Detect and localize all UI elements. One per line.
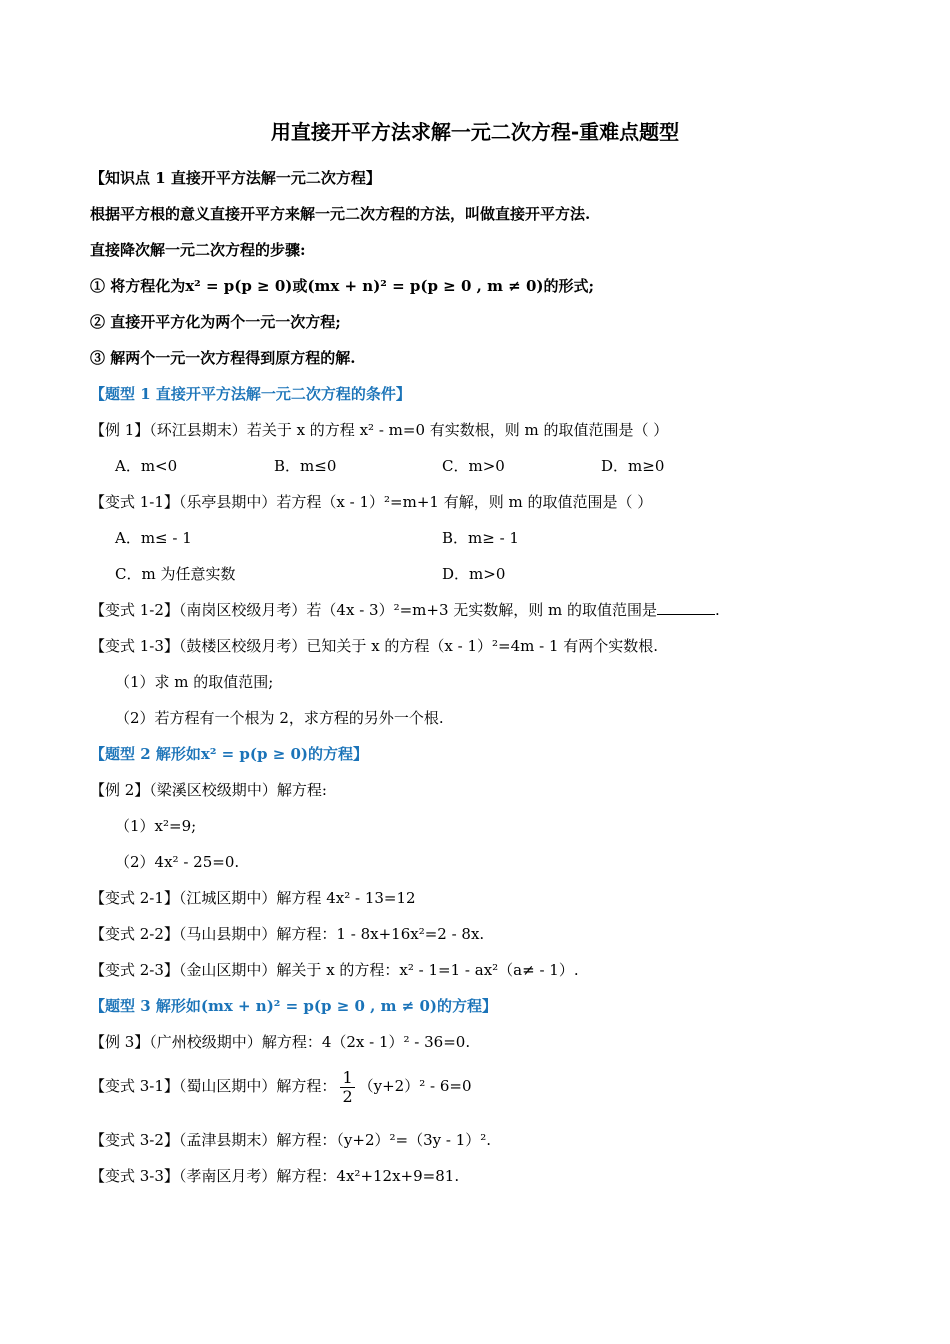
variant-3-2: 【变式 3-2】（孟津县期末）解方程：（y+2）²=（3y - 1）². (90, 1131, 492, 1149)
variant-2-1: 【变式 2-1】（江城区期中）解方程 4x² - 13=12 (90, 889, 416, 907)
variant-1-2-text: 【变式 1-2】（南岗区校级月考）若（4x - 3）²=m+3 无实数解，则 m 的取值范围是 (90, 601, 658, 619)
example1-option-d: D．m≥0 (601, 457, 665, 475)
variant-1-3-q1: （1）求 m 的取值范围; (115, 673, 274, 691)
variant-1-1: 【变式 1-1】（乐亭县期中）若方程（x - 1）²=m+1 有解，则 m 的取值范围是（ ） (90, 493, 653, 511)
steps-heading: 直接降次解一元二次方程的步骤: (90, 241, 306, 259)
example-2-q2: （2）4x² - 25=0. (115, 853, 240, 871)
variant-1-3-q2: （2）若方程有一个根为 2，求方程的另外一个根. (115, 709, 444, 727)
example-3: 【例 3】（广州校级期中）解方程：4（2x - 1）² - 36=0. (90, 1033, 471, 1051)
fraction-numerator: 1 (342, 1067, 353, 1087)
variant-3-1 (90, 1066, 890, 1106)
step-2: ② 直接开平方化为两个一元一次方程; (90, 313, 341, 331)
v11-option-c: C．m 为任意实数 (115, 565, 236, 583)
page-title: 用直接开平方法求解一元二次方程-重难点题型 (270, 120, 680, 144)
variant-3-3: 【变式 3-3】（孝南区月考）解方程：4x²+12x+9=81. (90, 1167, 460, 1185)
knowledge-definition: 根据平方根的意义直接开平方来解一元二次方程的方法，叫做直接开平方法. (90, 205, 591, 223)
fraction-one-half (340, 1069, 354, 1106)
example1-option-b: B．m≤0 (274, 457, 337, 475)
step-1: ① 将方程化为x² = p(p ≥ 0)或(mx + n)² = p(p ≥ 0 , m ≠ 0)的形式; (90, 277, 595, 295)
v11-option-d: D．m>0 (442, 565, 506, 583)
knowledge-heading: 【知识点 1 直接开平方法解一元二次方程】 (90, 169, 381, 187)
type3-heading: 【题型 3 解形如(mx + n)² = p(p ≥ 0 , m ≠ 0)的方程】 (90, 997, 498, 1015)
variant-1-2 (90, 599, 890, 621)
example1-option-a: A．m<0 (115, 457, 178, 475)
step-3: ③ 解两个一元一次方程得到原方程的解. (90, 349, 356, 367)
v11-option-b: B．m≥ - 1 (442, 529, 519, 547)
type1-heading: 【题型 1 直接开平方法解一元二次方程的条件】 (90, 385, 411, 403)
type2-heading: 【题型 2 解形如x² = p(p ≥ 0)的方程】 (90, 745, 369, 763)
example1-option-c: C．m>0 (442, 457, 505, 475)
v11-option-a: A．m≤ - 1 (115, 529, 192, 547)
example-2-q1: （1）x²=9; (115, 817, 197, 835)
variant-1-3: 【变式 1-3】（鼓楼区校级月考）已知关于 x 的方程（x - 1）²=4m - 1 有两个实数根. (90, 637, 659, 655)
example-2: 【例 2】（梁溪区校级期中）解方程: (90, 781, 327, 799)
example-1: 【例 1】（环江县期末）若关于 x 的方程 x² - m=0 有实数根，则 m 的取值范围是（ ） (90, 421, 669, 439)
variant-2-3: 【变式 2-3】（金山区期中）解关于 x 的方程：x² - 1=1 - ax²（a≠ - 1）. (90, 961, 579, 979)
variant-3-1-prefix: 【变式 3-1】（蜀山区期中）解方程： (90, 1077, 337, 1095)
fraction-denominator: 2 (342, 1086, 353, 1106)
variant-1-2-end: . (715, 601, 720, 619)
variant-3-1-suffix: （y+2）² - 6=0 (358, 1077, 472, 1095)
variant-2-2: 【变式 2-2】（马山县期中）解方程：1 - 8x+16x²=2 - 8x. (90, 925, 485, 943)
answer-blank (657, 600, 715, 615)
